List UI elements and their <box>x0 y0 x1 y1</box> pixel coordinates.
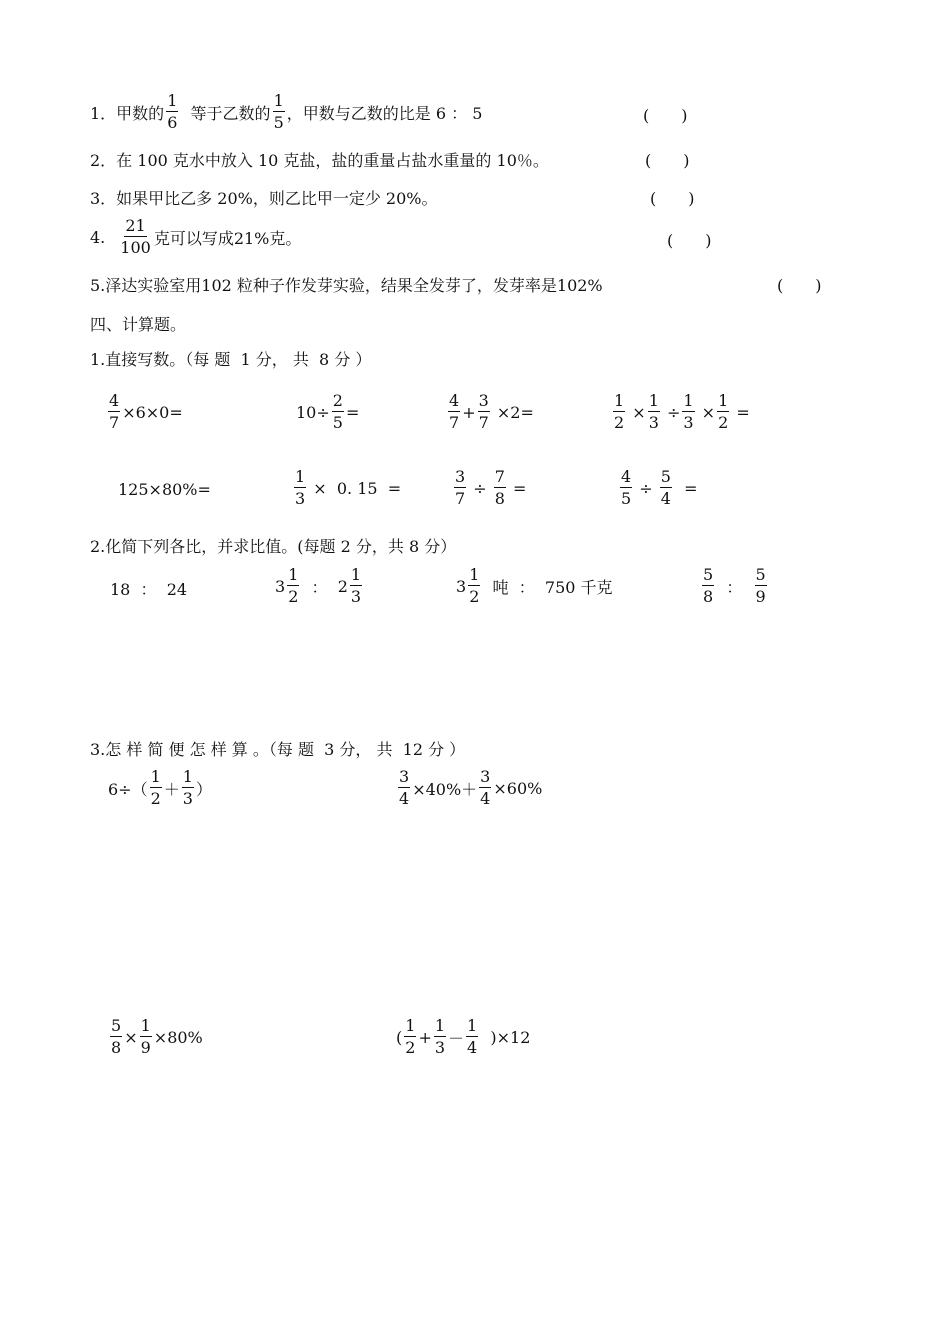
expr-text: ×80% <box>153 1027 203 1047</box>
answer-paren-q3[interactable]: ( ) <box>650 189 695 208</box>
expr-text: ÷ <box>661 402 681 422</box>
fraction: $\frac{5}{4}$ <box>660 467 671 508</box>
fraction: $\frac{1}{6}$ <box>167 91 178 132</box>
fraction: $\frac{1}{3}$ <box>350 565 362 606</box>
s1-expr-4 <box>611 387 750 437</box>
expr-text: ×6×0= <box>122 402 183 422</box>
q4-text-a: 4. <box>90 227 106 247</box>
judge-q5: 5.泽达实验室用102 粒种子作发芽实验，结果全发芽了，发芽率是102% <box>90 276 603 295</box>
fraction: $\frac{3}{7}$ <box>455 467 466 508</box>
s3-calc-4 <box>396 1012 530 1062</box>
expr-text: )×12 <box>480 1027 531 1047</box>
expr-text: 2 <box>337 576 348 596</box>
expr-text: + <box>418 1027 432 1047</box>
s2-title: 2.化简下列各比，并求比值。(每题 2 分，共 8 分） <box>90 537 457 556</box>
expr-text: ×2= <box>491 402 534 422</box>
expr-text: － <box>448 1028 465 1048</box>
fraction: $\frac{3}{4}$ <box>399 767 410 808</box>
fraction: $\frac{5}{9}$ <box>755 565 766 606</box>
s1-expr-6 <box>292 463 401 513</box>
expr-text: ＋ <box>163 779 180 799</box>
s2-ratio-1: 18 ： 24 <box>110 580 188 599</box>
fraction: $\frac{1}{3}$ <box>648 391 659 432</box>
expr-text: ： <box>301 577 338 597</box>
expr-text: = <box>673 478 698 498</box>
expr-text: 10÷ <box>296 402 330 422</box>
fraction: $\frac{1}{9}$ <box>140 1016 151 1057</box>
fraction: $\frac{1}{3}$ <box>295 467 306 508</box>
expr-text: ÷ <box>468 478 492 498</box>
s2-ratio-4 <box>700 561 769 611</box>
s1-title: 1.直接写数。（每 题 1 分， 共 8 分 ） <box>90 350 372 369</box>
expr-text: 6÷（ <box>108 779 148 799</box>
s2-ratio-2 <box>275 561 364 611</box>
expr-text: 3 <box>275 576 286 596</box>
fraction: $\frac{1}{2}$ <box>288 565 299 606</box>
fraction: $\frac{1}{2}$ <box>718 391 729 432</box>
fraction: $\frac{1}{2}$ <box>614 391 625 432</box>
answer-paren-q5[interactable]: ( ) <box>777 276 822 295</box>
fraction: $\frac{1}{3}$ <box>434 1016 446 1057</box>
q1-text-a: 1．甲数的 <box>90 103 165 123</box>
answer-paren-q2[interactable]: ( ) <box>645 151 690 170</box>
expr-text: × <box>627 402 646 422</box>
fraction: $\frac{1}{2}$ <box>150 767 161 808</box>
expr-text: = <box>345 402 360 422</box>
expr-text: 吨 ： 750 千克 <box>482 577 613 597</box>
s3-calc-3 <box>108 1012 203 1062</box>
fraction: $\frac{3}{4}$ <box>480 767 491 808</box>
s1-expr-7 <box>452 463 526 513</box>
fraction: $\frac{7}{8}$ <box>494 467 505 508</box>
expr-text: × 0. 15 = <box>308 478 402 498</box>
judge-q2: 2．在 100 克水中放入 10 克盐，盐的重量占盐水重量的 10％。 <box>90 151 549 170</box>
s2-ratio-3 <box>456 561 613 611</box>
s1-expr-5: 125×80%= <box>118 480 211 499</box>
fraction: $\frac{4}{7}$ <box>109 391 120 432</box>
expr-text: ×60% <box>493 778 543 798</box>
judge-q4 <box>90 212 301 262</box>
fraction: $\frac{1}{2}$ <box>469 565 480 606</box>
fraction: $\frac{1}{4}$ <box>467 1016 478 1057</box>
fraction: $\frac{1}{3}$ <box>683 391 694 432</box>
fraction: $\frac{1}{3}$ <box>182 767 193 808</box>
expr-text: × <box>124 1027 138 1047</box>
judge-q3: 3．如果甲比乙多 20%，则乙比甲一定少 20%。 <box>90 189 438 208</box>
fraction: $\frac{3}{7}$ <box>478 391 489 432</box>
expr-text: ×40%＋ <box>412 779 478 799</box>
q4-text-b: 克可以写成21%克。 <box>153 228 302 248</box>
fraction: $\frac{1}{5}$ <box>273 91 284 132</box>
section-title: 四、计算题。 <box>90 315 187 334</box>
s1-expr-3 <box>446 387 534 437</box>
fraction: $\frac{2}{5}$ <box>332 391 343 432</box>
s1-expr-2 <box>296 387 359 437</box>
expr-text: ( <box>396 1027 403 1047</box>
q1-text-b: 等于乙数的 <box>180 103 271 123</box>
fraction: $\frac{5}{8}$ <box>703 565 714 606</box>
expr-text: ： <box>716 577 753 597</box>
fraction: $\frac{1}{2}$ <box>405 1016 416 1057</box>
expr-text: 3 <box>456 576 467 596</box>
s1-expr-8 <box>618 463 698 513</box>
q1-text-c: ，甲数与乙数的比是 6 ： 5 <box>286 103 483 123</box>
fraction: $\frac{5}{8}$ <box>111 1016 122 1057</box>
expr-text: ÷ <box>634 478 658 498</box>
fraction: $\frac{21}{100}$ <box>120 216 151 257</box>
fraction: $\frac{4}{5}$ <box>621 467 632 508</box>
expr-text: = <box>731 402 750 422</box>
expr-text: = <box>507 478 527 498</box>
answer-paren-q1[interactable]: ( ) <box>643 106 688 125</box>
expr-text: × <box>696 402 716 422</box>
expr-text: ） <box>195 779 212 799</box>
s3-calc-2 <box>396 763 542 813</box>
expr-text: + <box>462 402 476 422</box>
answer-paren-q4[interactable]: ( ) <box>667 231 712 250</box>
judge-q1 <box>90 87 482 137</box>
s3-calc-1 <box>108 763 212 813</box>
fraction: $\frac{4}{7}$ <box>449 391 460 432</box>
s1-expr-1 <box>106 387 183 437</box>
s3-title: 3.怎 样 简 便 怎 样 算 。（每 题 3 分， 共 12 分 ） <box>90 740 466 759</box>
